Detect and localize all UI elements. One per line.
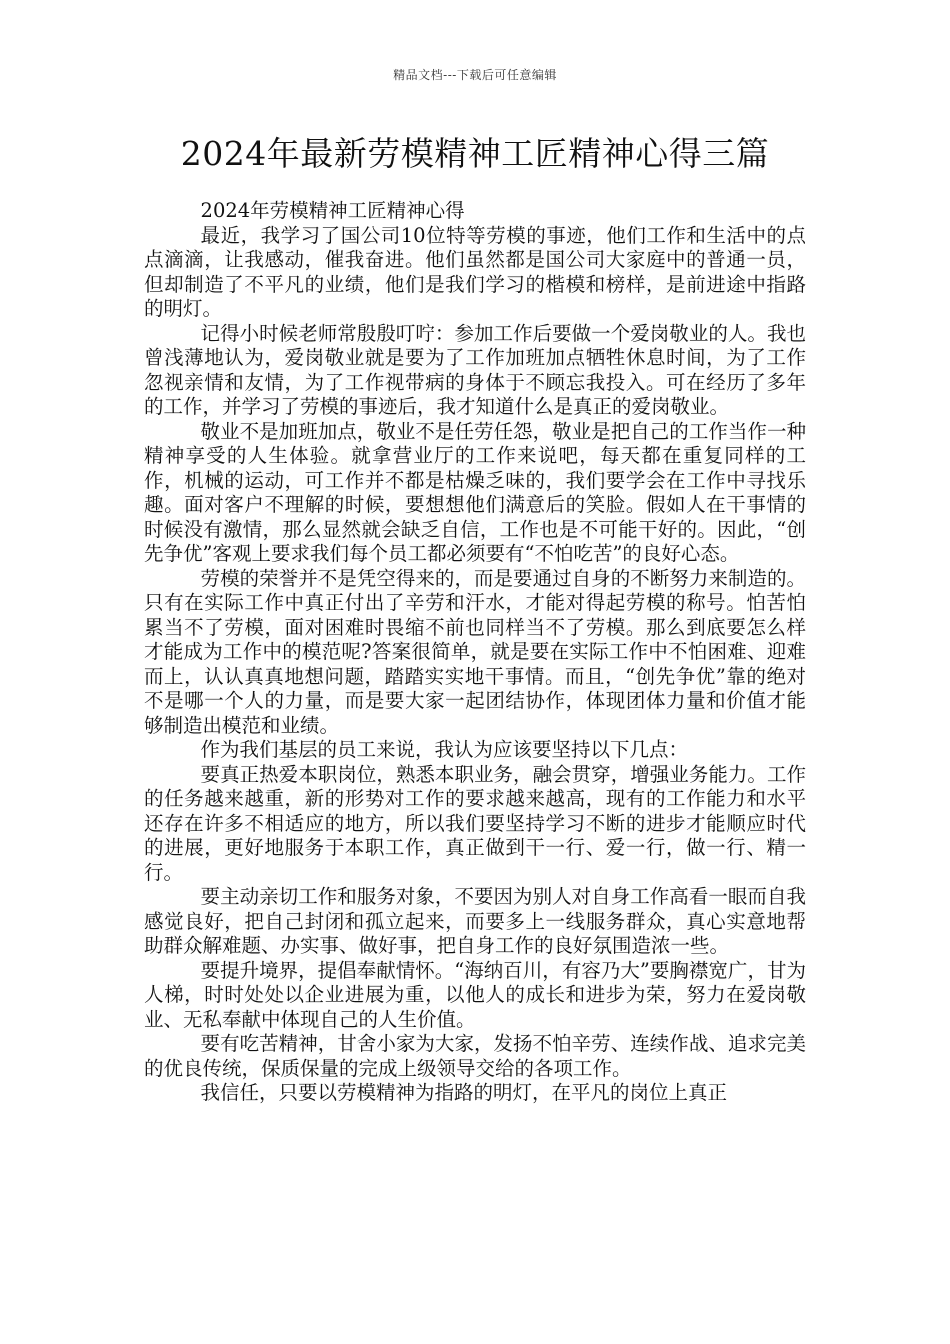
paragraph: 要真正热爱本职岗位，熟悉本职业务，融会贯穿，增强业务能力。工作的任务越来越重，新的形势对工作的要求越来越高，现有的工作能力和水平还存在许多不相适应的地方，所以我们要坚持学习不断的进步才能顺应时代的进展，更好地服务于本职工作，真正做到干一行、爱一行，做一行、精一行。 xyxy=(144,762,806,884)
paragraph: 我信任，只要以劳模精神为指路的明灯，在平凡的岗位上真正 xyxy=(200,1081,728,1104)
document-body xyxy=(144,199,806,1106)
header-note: 精品文档---下载后可任意编辑 xyxy=(393,68,557,82)
paragraph: 记得小时候老师常殷殷叮咛：参加工作后要做一个爱岗敬业的人。我也曾浅薄地认为，爱岗敬业就是要为了工作加班加点牺牲休息时间，为了工作忽视亲情和友情，为了工作视带病的身体于不顾忘我投入。可在经历了多年的工作，并学习了劳模的事迹后，我才知道什么是真正的爱岗敬业。 xyxy=(144,321,806,418)
paragraph: 2024年劳模精神工匠精神心得 xyxy=(200,199,465,222)
paragraph: 要提升境界，提倡奉献情怀。“海纳百川，有容乃大”要胸襟宽广，甘为人梯，时时处处以企业进展为重，以他人的成长和进步为荣，努力在爱岗敬业、无私奉献中体现自己的人生价值。 xyxy=(144,958,806,1031)
paragraph: 要有吃苦精神，甘舍小家为大家，发扬不怕辛劳、连续作战、追求完美的优良传统，保质保量的完成上级领导交给的各项工作。 xyxy=(144,1032,806,1080)
paragraph: 要主动亲切工作和服务对象，不要因为别人对自身工作高看一眼而自我感觉良好，把自己封闭和孤立起来，而要多上一线服务群众，真心实意地帮助群众解难题、办实事、做好事，把自身工作的良好氛围造浓一些。 xyxy=(144,885,806,957)
paragraph: 最近，我学习了国公司10位特等劳模的事迹，他们工作和生活中的点点滴滴，让我感动，催我奋进。他们虽然都是国公司大家庭中的普通一员，但却制造了不平凡的业绩，他们是我们学习的楷模和榜样，是前进途中指路的明灯。 xyxy=(144,223,806,320)
document-title: 2024年最新劳模精神工匠精神心得三篇 xyxy=(180,134,770,173)
paragraph: 劳模的荣誉并不是凭空得来的，而是要通过自身的不断努力来制造的。只有在实际工作中真正付出了辛劳和汗水，才能对得起劳模的称号。怕苦怕累当不了劳模，面对困难时畏缩不前也同样当不了劳模。那么到底要怎么样才能成为工作中的模范呢?答案很简单，就是要在实际工作中不怕困难、迎难而上，认认真真地想问题，踏踏实实地干事情。而且，“创先争优”靠的绝对不是哪一个人的力量，而是要大家一起团结协作，体现团体力量和价值才能够制造出模范和业绩。 xyxy=(144,566,806,737)
paragraph: 敬业不是加班加点，敬业不是任劳任怨，敬业是把自己的工作当作一种精神享受的人生体验。就拿营业厅的工作来说吧，每天都在重复同样的工作，机械的运动，可工作并不都是枯燥乏味的，我们要学会在工作中寻找乐趣。面对客户不理解的时候，要想想他们满意后的笑脸。假如人在干事情的时候没有激情，那么显然就会缺乏自信，工作也是不可能干好的。因此，“创先争优”客观上要求我们每个员工都必须要有“不怕吃苦”的良好心态。 xyxy=(144,419,806,565)
paragraph: 作为我们基层的员工来说，我认为应该要坚持以下几点： xyxy=(200,738,689,761)
